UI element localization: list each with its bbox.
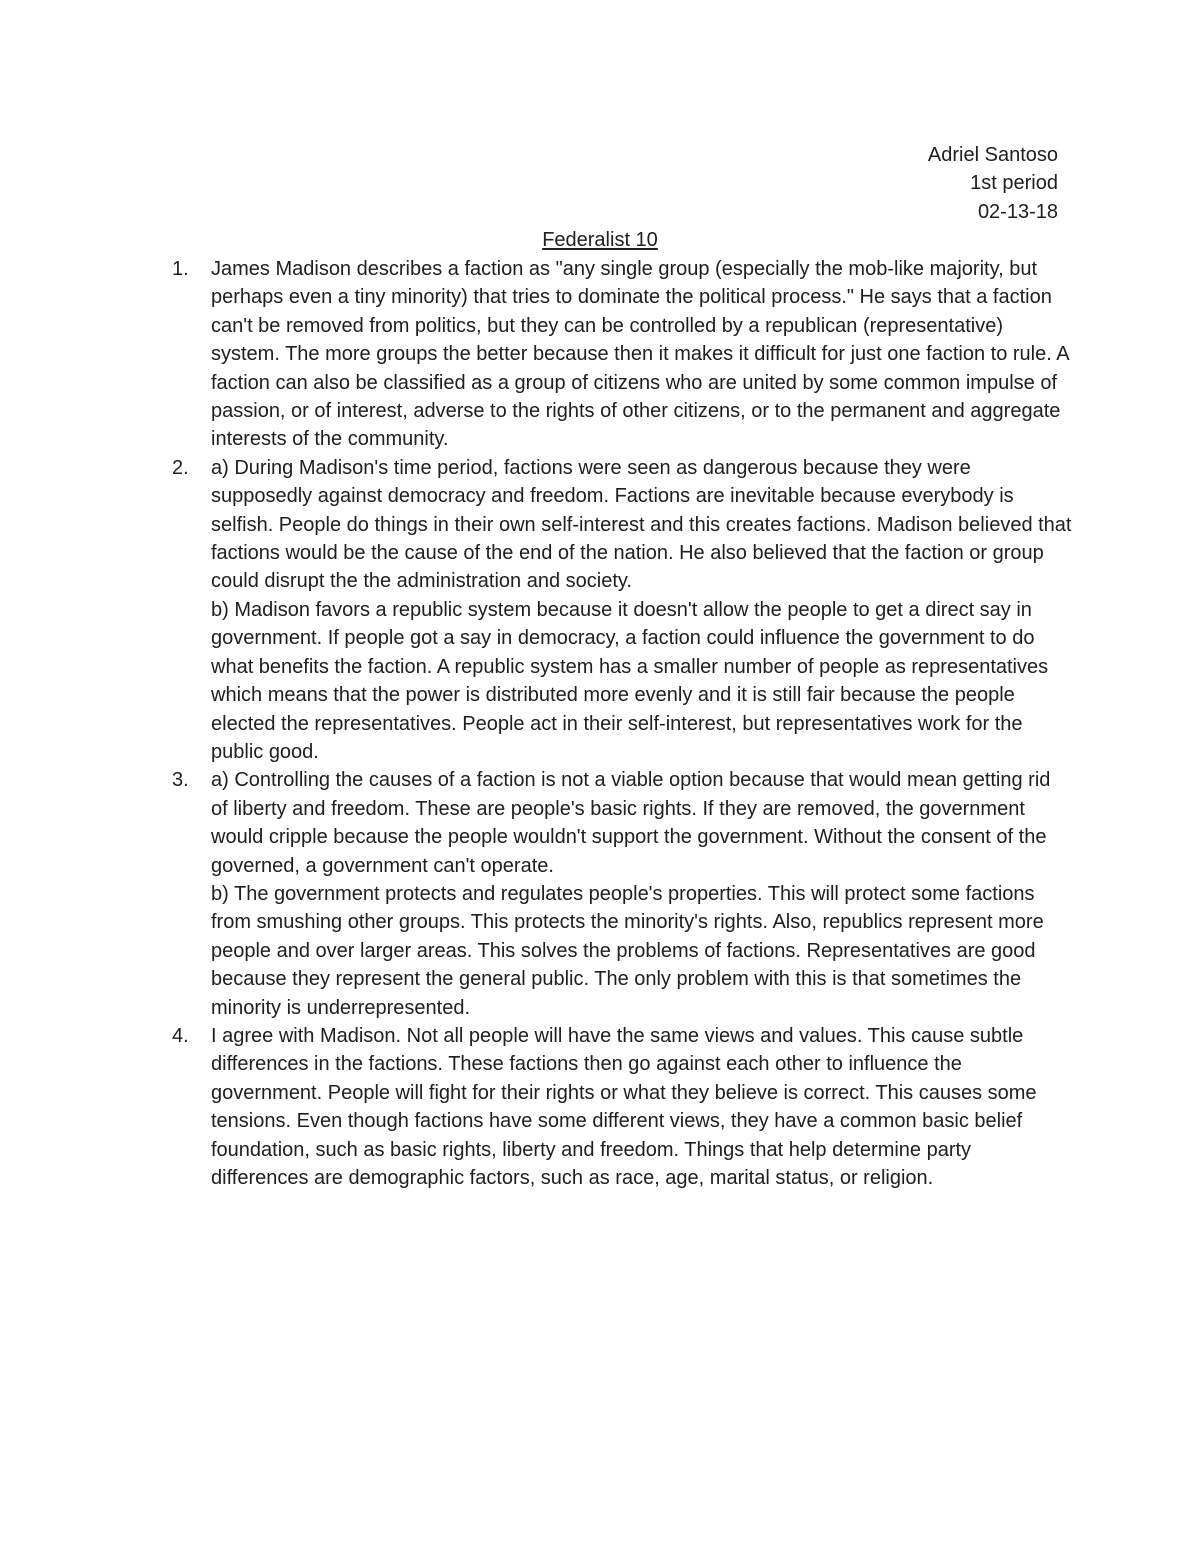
list-item [172, 255, 1072, 454]
list-item [172, 766, 1072, 1022]
answer-paragraph: James Madison describes a faction as "any single group (especially the mob-like majority, but perhaps even a tiny minority) that tries to dominate the political process." He says that a faction can't be removed from politics, but they can be controlled by a republican (representative) system. The more groups the better because then it makes it difficult for just one faction to rule. A faction can also be classified as a group of citizens who are united by some common impulse of passion, or of interest, adverse to the rights of other citizens, or to the permanent and aggregate interests of the community. [211, 258, 1069, 451]
item-number: 2. [172, 456, 189, 479]
document-title: Federalist 10 [542, 229, 658, 251]
answer-paragraph: b) The government protects and regulates people's properties. This will protect some factions from smushing other groups. This protects the minority's rights. Also, republics represent more people and over larger areas. This solves the problems of factions. Representatives are good because they represent the general public. The only problem with this is that sometimes the minority is underrepresented. [211, 882, 1044, 1019]
author-name: Adriel Santoso [927, 144, 1058, 166]
document-date: 02-13-18 [977, 200, 1058, 223]
answer-list [172, 255, 1072, 1192]
answer-paragraph: I agree with Madison. Not all people will have the same views and values. This cause subtle differences in the factions. These factions then go against each other to influence the government. People will fight for their rights or what they believe is correct. This causes some tensions. Even though factions have some different views, they have a common basic belief foundation, such as basic rights, liberty and freedom. Things that help determine party differences are demographic factors, such as race, age, marital status, or religion. [211, 1024, 1037, 1189]
answer-paragraph: a) During Madison's time period, factions were seen as dangerous because they were supposedly against democracy and freedom. Factions are inevitable because everybody is selfish. People do things in their own self-interest and this creates factions. Madison believed that factions would be the cause of the end of the nation. He also believed that the faction or group could disrupt the the administration and society. [211, 456, 1072, 593]
class-period: 1st period [970, 172, 1058, 195]
item-number: 1. [172, 258, 189, 280]
item-number: 3. [172, 769, 189, 792]
item-number: 4. [172, 1024, 189, 1047]
answer-paragraph: b) Madison favors a republic system because it doesn't allow the people to get a direct say in government. If people got a say in democracy, a faction could influence the government to do what benefits the faction. A republic system has a smaller number of people as representatives which means that the power is distributed more evenly and it is still fair because the people elected the representatives. People act in their self-interest, but representatives work for the public good. [211, 598, 1049, 763]
document-header [928, 141, 1058, 226]
answer-paragraph: a) Controlling the causes of a faction is not a viable option because that would mean getting rid of liberty and freedom. These are people's basic rights. If they are removed, the government would cripple because the people wouldn't support the government. Without the consent of the governed, a government can't operate. [211, 769, 1051, 877]
list-item [172, 454, 1072, 766]
list-item [172, 1022, 1072, 1192]
